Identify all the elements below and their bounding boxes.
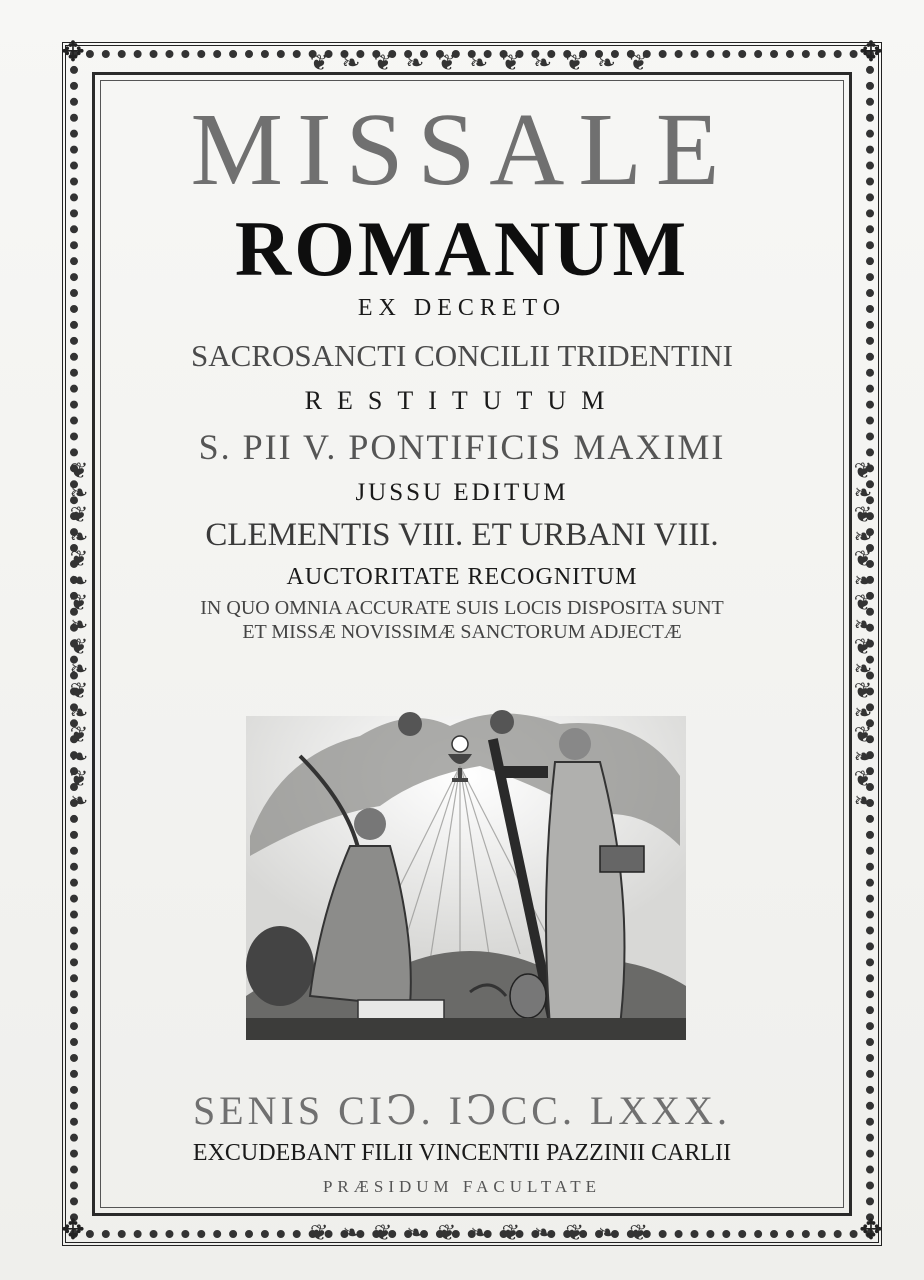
imprint-place-year: SENIS CIↃ. IↃCC. LXXX. (192, 1088, 732, 1133)
line-sacrosancti: SACROSANCTI CONCILII TRIDENTINI (191, 338, 733, 373)
engraving-vignette (240, 696, 692, 1046)
line-et-missae: ET MISSÆ NOVISSIMÆ SANCTORUM ADJECTÆ (242, 621, 682, 643)
line-in-quo: IN QUO OMNIA ACCURATE SUIS LOCIS DISPOSITA SUNT (200, 597, 724, 619)
line-restitutum: RESTITUTUM (304, 386, 620, 415)
title-missale: MISSALE (190, 92, 734, 207)
imprint-printer: EXCUDEBANT FILII VINCENTII PAZZINII CARLII (192, 1140, 732, 1166)
title-romanum: ROMANUM (234, 205, 690, 292)
line-jussu: JUSSU EDITUM (355, 479, 569, 506)
corner-ornament-icon: ✥ (61, 37, 85, 68)
ground (246, 1018, 686, 1040)
cherub-head-left (398, 712, 422, 736)
line-clementis: CLEMENTIS VIII. ET URBANI VIII. (205, 517, 719, 553)
engraving-illustration (240, 696, 692, 1046)
scroll-ornament-icon: ❦❧❦❧❦❧❦❧❦❧❦❧❦❧❦❧ (853, 458, 873, 813)
line-ex-decreto: EX DECRETO (357, 295, 567, 321)
line-pius: S. PII V. PONTIFICIS MAXIMI (198, 427, 726, 467)
corner-ornament-icon: ✥ (859, 37, 883, 68)
imprint-block (100, 1088, 824, 1200)
imprint-permission: PRÆSIDUM FACULTATE (322, 1177, 602, 1196)
title-block (100, 92, 824, 644)
cherub-head-right (490, 710, 514, 734)
scroll-ornament-icon: ❦❧❦❧❦❧❦❧❦❧❦❧❦❧❦❧ (69, 458, 89, 813)
corner-ornament-icon: ✥ (859, 1215, 883, 1246)
tree-left (246, 926, 314, 1006)
scroll-ornament-icon: ❦ ❧ ❦ ❧ ❦ ❧ ❦ ❧ ❦ ❧ ❦ (310, 50, 652, 75)
scroll-ornament-icon: ❦ ❧ ❦ ❧ ❦ ❧ ❦ ❧ ❦ ❧ ❦ (310, 1220, 652, 1245)
corner-ornament-icon: ✥ (61, 1215, 85, 1246)
line-auctoritate: AUCTORITATE RECOGNITUM (286, 564, 638, 590)
